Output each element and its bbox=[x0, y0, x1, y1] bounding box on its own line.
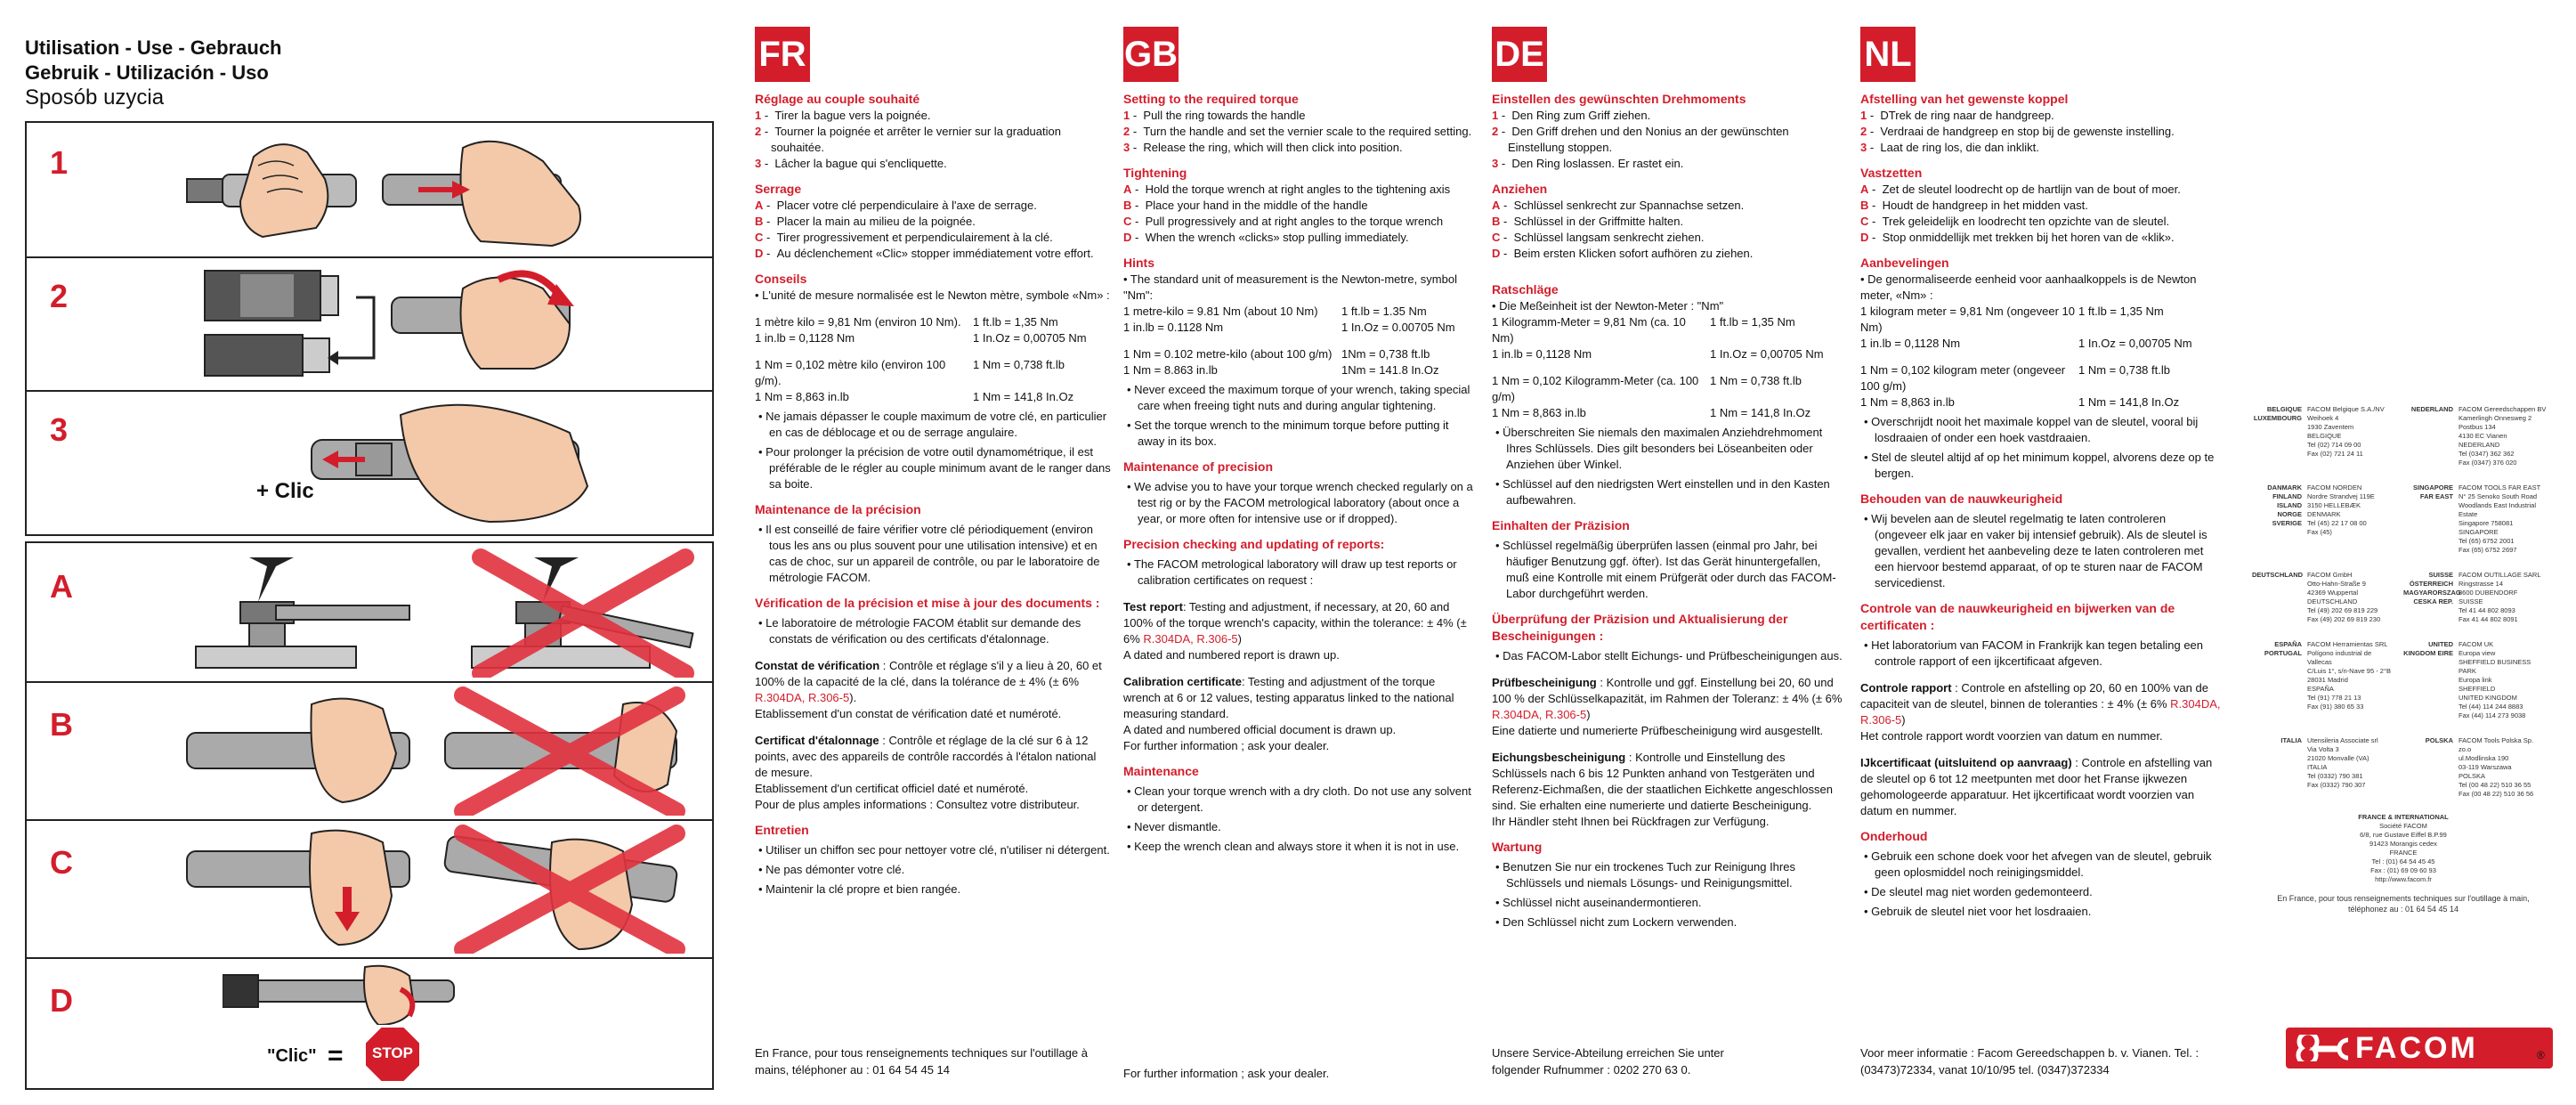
step-1-illustration bbox=[169, 130, 694, 250]
setting-steps-panel bbox=[25, 121, 714, 536]
paragraph: Controle rapport : Controle en afstelling op 20, 60 en 100% van de capaciteit van de sleutel, binnen de toleranties : ± 4% (± 6% R.304DA, R.306-5) bbox=[1860, 681, 2221, 727]
list-item: 3 - Lâcher la bague qui s'encliquette. bbox=[755, 157, 947, 170]
conversion-row: 1 Nm = 0.102 metre-kilo (about 100 g/m) 1Nm = 0,738 ft.lb bbox=[1123, 347, 1430, 361]
bullet-item: • Maintenir la clé propre et bien rangée. bbox=[758, 882, 961, 896]
conversion-row: 1 Nm = 0,102 Kilogramm-Meter (ca. 100 g/m) 1 Nm = 0,738 ft.lb bbox=[1492, 374, 1802, 403]
bullet-item: • Das FACOM-Labor stellt Eichungs- und Prüfbescheinigungen aus. bbox=[1495, 649, 1843, 662]
section-title: Vérification de la précision et mise à jour des documents : bbox=[755, 596, 1100, 610]
list-item: C - Schlüssel langsam senkrecht ziehen. bbox=[1492, 231, 1705, 244]
section-title: Vastzetten bbox=[1860, 166, 1923, 180]
de-footer: Unsere Service-Abteilung erreichen Sie unter folgender Rufnummer : 0202 270 63 0. bbox=[1492, 1046, 1724, 1077]
contact-country: DANMARK FINLAND ISLAND NORGE SVERIGE bbox=[2267, 483, 2302, 527]
contact-row bbox=[2252, 571, 2555, 624]
conversion-row: 1 kilogram meter = 9,81 Nm (ongeveer 10 Nm) 1 ft.lb = 1,35 Nm bbox=[1860, 305, 2164, 334]
bullet-item: • Schlüssel nicht auseinandermontieren. bbox=[1495, 896, 1702, 909]
step-number: 1 bbox=[50, 144, 69, 181]
step-a bbox=[27, 543, 712, 683]
list-item: B - Schlüssel in der Griffmitte halten. bbox=[1492, 215, 1684, 228]
step-number: 2 bbox=[50, 278, 69, 314]
contact-row bbox=[2252, 405, 2555, 467]
registered-mark: ® bbox=[2537, 1049, 2545, 1061]
bullet-item: • Schlüssel auf den niedrigsten Wert einstellen und in den Kasten aufbewahren. bbox=[1495, 477, 1830, 507]
section-title: Afstelling van het gewenste koppel bbox=[1860, 92, 2069, 106]
badge-de: DE bbox=[1492, 27, 1547, 82]
contact-address: FACOM Herramientas SRL Polígono industrial de Vallecas C/Luis 1°, s/n-Nave 95 - 2°B 28031 Madrid ESPAÑA Tel (91) 778 21 13 Fax (91) 380 65 33 bbox=[2307, 640, 2391, 711]
list-item: 2 - Tourner la poignée et arrêter le vernier sur la graduation souhaitée. bbox=[755, 125, 1061, 154]
list-item: 2 - Turn the handle and set the vernier scale to the required setting. bbox=[1123, 125, 1472, 138]
bullet-item: • Le laboratoire de métrologie FACOM établit sur demande des constats de vérification ou des certificats d'étalonnage. bbox=[758, 616, 1081, 646]
list-item: D - Au déclenchement «Clic» stopper immédiatement votre effort. bbox=[755, 247, 1094, 260]
conversion-row: 1 Nm = 8.863 in.lb 1Nm = 141.8 In.Oz bbox=[1123, 363, 1439, 377]
list-item: B - Placer la main au milieu de la poignée. bbox=[755, 215, 976, 228]
bullet-item: • Den Schlüssel nicht zum Lockern verwenden. bbox=[1495, 915, 1738, 929]
bullet-item: • Überschreiten Sie niemals den maximalen Anziehdrehmoment Ihres Schlüssels. Dies gilt besonders bei Löseanbeiten oder Anziehen über Winkel. bbox=[1495, 426, 1823, 471]
bullet-item: • The FACOM metrological laboratory will draw up test reports or calibration certificates on request : bbox=[1127, 557, 1457, 587]
contact-country: NEDERLAND bbox=[2410, 405, 2453, 413]
paragraph: A dated and numbered official document is drawn up. bbox=[1123, 723, 1397, 736]
contact-list bbox=[2252, 405, 2555, 914]
bullet-item: • Overschrijdt nooit het maximale koppel van de sleutel, vooral bij losdraaien of onder een hoek vastdraaien. bbox=[1864, 415, 2199, 444]
paragraph: Ihr Händler steht Ihnen bei Rückfragen zur Verfügung. bbox=[1492, 815, 1770, 828]
list-item: D - Stop onmiddellijk met trekken bij het horen van de «klik». bbox=[1860, 231, 2175, 244]
step-d bbox=[27, 957, 712, 1086]
title-line-1: Utilisation - Use - Gebrauch bbox=[25, 37, 282, 59]
list-item: D - Beim ersten Klicken sofort aufhören zu ziehen. bbox=[1492, 247, 1754, 260]
conversion-row: 1 in.lb = 0,1128 Nm 1 In.Oz = 0,00705 Nm bbox=[1492, 347, 1824, 361]
list-item: 2 - Den Griff drehen und den Nonius an der gewünschten Einstellung stoppen. bbox=[1492, 125, 1789, 154]
section-title: Entretien bbox=[755, 823, 809, 837]
paragraph: Etablissement d'un constat de vérification daté et numéroté. bbox=[755, 707, 1062, 720]
fr-column bbox=[755, 91, 1111, 898]
section-title: Controle van de nauwkeurigheid en bijwerken van de certificaten : bbox=[1860, 601, 2175, 632]
section-title: Ratschläge bbox=[1492, 282, 1559, 297]
bullet-item: • De sleutel mag niet worden gedemonteerd. bbox=[1864, 885, 2093, 898]
badge-nl: NL bbox=[1860, 27, 1916, 82]
gb-column bbox=[1123, 91, 1475, 855]
bullet-item: • Set the torque wrench to the minimum torque before putting it away in its box. bbox=[1127, 418, 1449, 448]
contact-address: FACOM Tools Polska Sp. zo.o ul.Modlinska 190 03-119 Warszawa POLSKA Tel (00 48 22) 510 36 55 Fax (00 48 22) 510 36 56 bbox=[2459, 736, 2534, 798]
paragraph: For further information ; ask your dealer. bbox=[1123, 739, 1330, 752]
facom-logo bbox=[2286, 1028, 2553, 1068]
section-title: Réglage au couple souhaité bbox=[755, 92, 920, 106]
conversion-row: 1 Nm = 8,863 in.lb 1 Nm = 141,8 In.Oz bbox=[755, 390, 1074, 403]
equals-sign: = bbox=[328, 1041, 344, 1070]
section-title: Onderhoud bbox=[1860, 829, 1928, 843]
contact-country: POLSKA bbox=[2425, 736, 2453, 744]
contact-address: FACOM GmbH Otto-Hahn-Straße 9 42369 Wuppertal DEUTSCHLAND Tel (49) 202 69 819 229 Fax (49) 202 69 819 230 bbox=[2307, 571, 2381, 623]
section-title: Maintenance bbox=[1123, 764, 1199, 778]
contact-address: FACOM NORDEN Nordre Strandvej 119E 3150 HELLEBÆK DENMARK Tel (45) 22 17 08 00 Fax (45) bbox=[2307, 483, 2375, 536]
bullet-item: • Keep the wrench clean and always store it when it is not in use. bbox=[1127, 840, 1460, 853]
list-item: C - Trek geleidelijk en loodrecht ten opzichte van de sleutel. bbox=[1860, 215, 2170, 228]
section-title: Hints bbox=[1123, 256, 1154, 270]
paragraph: • De genormaliseerde eenheid voor aanhaalkoppels is de Newton meter, «Nm» : bbox=[1860, 272, 2197, 302]
paragraph: IJkcertificaat (uitsluitend op aanvraag) : Controle en afstelling van de sleutel op 6 tot 12 meetpunten met door het Franse ijkwezen gehomologeerde apparatuur. Het ijkcertificaat wordt voorzien van datum en nummer. bbox=[1860, 756, 2213, 817]
contact-country: DEUTSCHLAND bbox=[2252, 571, 2304, 579]
step-letter: A bbox=[50, 568, 73, 605]
step-1 bbox=[27, 123, 712, 258]
step-number: 3 bbox=[50, 411, 69, 448]
bullet-item: • Wij bevelen aan de sleutel regelmatig te laten controleren (ongeveer elk jaar en vaker bij intensief gebruik). Als de sleutel is gevallen, verdient het aanbeveling deze te laten controleren met een hiervoor bestemd apparaat, of op te sturen naar de FACOM servicedienst. bbox=[1864, 512, 2207, 589]
bullet-item: • Utiliser un chiffon sec pour nettoyer votre clé, n'utiliser ni détergent. bbox=[758, 843, 1110, 857]
list-item: D - When the wrench «clicks» stop pulling immediately. bbox=[1123, 231, 1409, 244]
paragraph: Pour de plus amples informations : Consultez votre distributeur. bbox=[755, 798, 1080, 811]
step-3-illustration bbox=[223, 397, 685, 526]
bullet-item: • We advise you to have your torque wrench checked regularly on a test rig or by the FACOM metrological laboratory (about once a year, or more often for intensive use or if dropped). bbox=[1127, 480, 1473, 525]
section-title: Behouden van de nauwkeurigheid bbox=[1860, 492, 2063, 506]
step-letter: D bbox=[50, 982, 73, 1019]
section-title: Serrage bbox=[755, 182, 802, 196]
section-title: Aanbevelingen bbox=[1860, 256, 1949, 270]
bullet-item: • Benutzen Sie nur ein trockenes Tuch zur Reinigung Ihres Schlüssels und niemals Lösungs- und Reinigungsmittel. bbox=[1495, 860, 1795, 890]
contact-address: FACOM Gereedschappen BV Kamerlingh Onnesweg 2 Postbus 134 4130 EC Vianen NEDERLAND Tel (0347) 362 362 Fax (0347) 376 020 bbox=[2459, 405, 2547, 467]
paragraph: Eichungsbescheinigung : Kontrolle und Einstellung des Schlüssels nach 6 bis 12 Punkten anhand von Testgeräten und Referenz-Eichmaßen, die der staatlichen Eichkette angeschlossen sind. Sie erhalten eine numerierte und datierte Bescheinigung. bbox=[1492, 751, 1833, 812]
tightening-steps-panel bbox=[25, 541, 714, 1090]
section-title: Einhalten der Präzision bbox=[1492, 518, 1630, 532]
conversion-row: 1 in.lb = 0.1128 Nm 1 In.Oz = 0.00705 Nm bbox=[1123, 321, 1455, 334]
contact-address: Utensileria Associate srl Via Volta 3 21020 Monvalle (VA) ITALIA Tel (0332) 790 381 Fax (0332) 790 307 bbox=[2307, 736, 2378, 789]
list-item: 3 - Release the ring, which will then click into position. bbox=[1123, 141, 1403, 154]
logo-text: FACOM bbox=[2355, 1031, 2478, 1065]
nl-footer: Voor meer informatie : Facom Gereedschappen b. v. Vianen. Tel. : (03473)72334, vanat 10/10/95 tel. (0347)372334 bbox=[1860, 1046, 2199, 1077]
section-title: Maintenance of precision bbox=[1123, 459, 1274, 474]
bullet-item: • Pour prolonger la précision de votre outil dynamométrique, il est préférable de le régler au couple minimum avant de le ranger dans sa boite. bbox=[758, 445, 1111, 491]
list-item: A - Schlüssel senkrecht zur Spannachse setzen. bbox=[1492, 199, 1745, 212]
list-item: 1 - Den Ring zum Griff ziehen. bbox=[1492, 109, 1651, 122]
list-item: C - Tirer progressivement et perpendiculairement à la clé. bbox=[755, 231, 1053, 244]
list-item: C - Pull progressively and at right angles to the torque wrench bbox=[1123, 215, 1444, 228]
paragraph: Constat de vérification : Contrôle et réglage s'il y a lieu à 20, 60 et 100% de la capacité de la clé, dans la tolérance de ± 4% (± 6% R.304DA, R.306-5). bbox=[755, 659, 1102, 704]
step-3 bbox=[27, 390, 712, 532]
bullet-item: • Never dismantle. bbox=[1127, 820, 1221, 833]
contact-row bbox=[2252, 640, 2555, 720]
conversion-row: 1 in.lb = 0,1128 Nm 1 In.Oz = 0,00705 Nm bbox=[755, 331, 1087, 345]
contact-row bbox=[2252, 736, 2555, 799]
contact-country: BELGIQUE LUXEMBOURG bbox=[2253, 405, 2302, 422]
contact-row bbox=[2252, 483, 2555, 555]
section-title: Maintenance de la précision bbox=[755, 502, 921, 516]
list-item: 1 - DTrek de ring naar de handgreep. bbox=[1860, 109, 2054, 122]
step-c bbox=[27, 819, 712, 959]
section-title: Anziehen bbox=[1492, 182, 1548, 196]
contact-address: FACOM OUTILLAGE SARL Ringstrasse 14 8600 DUBENDORF SUISSE Tel 41 44 802 8093 Fax 41 44 802 8091 bbox=[2459, 571, 2541, 623]
step-letter: B bbox=[50, 706, 73, 743]
paragraph: • The standard unit of measurement is the Newton-metre, symbol "Nm": bbox=[1123, 272, 1457, 302]
paragraph: Certificat d'étalonnage : Contrôle et réglage de la clé sur 6 à 12 points, avec des appareils de contrôle raccordés à l'étalon national de mesure. bbox=[755, 734, 1097, 779]
step-c-illustration bbox=[178, 825, 694, 954]
de-column bbox=[1492, 91, 1843, 930]
stop-sign-label: STOP bbox=[372, 1044, 413, 1061]
list-item: B - Place your hand in the middle of the handle bbox=[1123, 199, 1368, 212]
bullet-item: • Clean your torque wrench with a dry cloth. Do not use any solvent or detergent. bbox=[1127, 784, 1471, 814]
bullet-item: • Gebruik een schone doek voor het afvegen van de sleutel, gebruik geen oplosmiddel noch reinigingsmiddel. bbox=[1864, 849, 2212, 879]
nl-column bbox=[1860, 91, 2221, 920]
contact-country: ESPAÑA PORTUGAL bbox=[2264, 640, 2302, 657]
step-b bbox=[27, 681, 712, 821]
contact-country: ITALIA bbox=[2280, 736, 2302, 744]
bullet-item: • Never exceed the maximum torque of your wrench, taking special care when freeing tight nuts and during angular tightening. bbox=[1127, 383, 1470, 412]
list-item: A - Placer votre clé perpendiculaire à l'axe de serrage. bbox=[755, 199, 1037, 212]
bullet-item: • Ne pas démonter votre clé. bbox=[758, 863, 905, 876]
step-d-illustration bbox=[223, 963, 490, 1025]
list-item: A - Hold the torque wrench at right angles to the tightening axis bbox=[1123, 183, 1451, 196]
list-item: 3 - Den Ring loslassen. Er rastet ein. bbox=[1492, 157, 1684, 170]
bullet-item: • Schlüssel regelmäßig überprüfen lassen (einmal pro Jahr, bei häufiger Benutzung ggf. öfter). Ist das Gerät hinuntergefallen, muß eine Kontrolle mit einem Prüfgerät oder durch das FACOM-Labor durchgeführt werden. bbox=[1495, 539, 1836, 600]
france-international: FRANCE & INTERNATIONAL Société FACOM 6/8, rue Gustave Eiffel B.P.99 91423 Morangis cedex FRANCE Tel : (01) 64 54 45 45 Fax : (01) 69 09 60 93 http://www.facom.fr En France, pour tous renseignements techniques sur l'outillage à main, téléphonez au : 01 64 54 45 14 bbox=[2277, 813, 2530, 914]
section-title: Setting to the required torque bbox=[1123, 92, 1299, 106]
contact-country: SINGAPORE FAR EAST bbox=[2412, 483, 2453, 500]
section-title: Einstellen des gewünschten Drehmoments bbox=[1492, 92, 1746, 106]
list-item: 2 - Verdraai de handgreep en stop bij de gewenste instelling. bbox=[1860, 125, 2175, 138]
conversion-row: 1 Nm = 8,863 in.lb 1 Nm = 141,8 In.Oz bbox=[1860, 395, 2180, 409]
paragraph: Het controle rapport wordt voorzien van datum en nummer. bbox=[1860, 729, 2163, 743]
section-title: Tightening bbox=[1123, 166, 1187, 180]
paragraph: Prüfbescheinigung : Kontrolle und ggf. Einstellung bei 20, 60 und 100 % der Schlüsselkapazität, im Rahmen der Toleranz: ± 4% (± 6% R.304DA, R.306-5) bbox=[1492, 676, 1843, 721]
paragraph: A dated and numbered report is drawn up. bbox=[1123, 648, 1340, 662]
contact-address: FACOM TOOLS FAR EAST N° 25 Senoko South Road Woodlands East Industrial Estate Singapore 758081 SINGAPORE Tel (65) 6752 2001 Fax (65) 6752 2697 bbox=[2459, 483, 2541, 554]
section-title: Wartung bbox=[1492, 840, 1543, 854]
section-title: Precision checking and updating of reports: bbox=[1123, 537, 1385, 551]
bullet-item: • Gebruik de sleutel niet voor het losdraaien. bbox=[1864, 905, 2092, 918]
list-item: B - Houdt de handgreep in het midden vast. bbox=[1860, 199, 2088, 212]
step-a-illustration bbox=[187, 548, 694, 678]
bullet-item: • Het laboratorium van FACOM in Frankrijk kan tegen betaling een controle rapport of een ijkcertificaat afgeven. bbox=[1864, 638, 2204, 668]
bullet-item: • Il est conseillé de faire vérifier votre clé périodiquement (environ tous les ans ou plus souvent pour une utilisation intensive) et en cas de choc, sur un appareil de contrôle, ou par le laboratoire de métrologie FACOM. bbox=[758, 523, 1100, 584]
gb-footer: For further information ; ask your dealer. bbox=[1123, 1067, 1330, 1080]
paragraph: • L'unité de mesure normalisée est le Newton mètre, symbole «Nm» : bbox=[755, 288, 1110, 302]
fr-footer: En France, pour tous renseignements techniques sur l'outillage à mains, téléphoner au : 01 64 54 45 14 bbox=[755, 1046, 1088, 1077]
plus-clic-label: + Clic bbox=[256, 479, 314, 503]
list-item: 3 - Laat de ring los, die dan inklikt. bbox=[1860, 141, 2039, 154]
badge-fr: FR bbox=[755, 27, 810, 82]
bullet-item: • Ne jamais dépasser le couple maximum de votre clé, en particulier en cas de déblocage et ou de serrage angulaire. bbox=[758, 410, 1107, 439]
paragraph: Eine datierte und numerierte Prüfbescheinigung wird ausgestellt. bbox=[1492, 724, 1824, 737]
conversion-row: 1 Nm = 8,863 in.lb 1 Nm = 141,8 In.Oz bbox=[1492, 406, 1811, 419]
contact-country: SUISSE ÖSTERREICH MAGYARORSZAG CESKA REP. bbox=[2403, 571, 2461, 605]
clic-label: "Clic" bbox=[267, 1046, 317, 1066]
step-2-illustration bbox=[178, 262, 676, 386]
wrench-logo-icon bbox=[2295, 1035, 2348, 1061]
list-item: 1 - Tirer la bague vers la poignée. bbox=[755, 109, 931, 122]
bullet-item: • Stel de sleutel altijd af op het minimum koppel, alvorens deze op te bergen. bbox=[1864, 451, 2215, 480]
paragraph: Etablissement d'un certificat officiel daté et numéroté. bbox=[755, 782, 1029, 795]
step-b-illustration bbox=[178, 687, 694, 816]
list-item: A - Zet de sleutel loodrecht op de hartlijn van de bout of moer. bbox=[1860, 183, 2181, 196]
title-line-2: Gebruik - Utilización - Uso bbox=[25, 61, 269, 84]
contact-address: FACOM UK Europa view SHEFFIELD BUSINESS PARK Europa link SHEFFIELD UNITED KINGDOM Tel (44) 114 244 8883 Fax (44) 114 273 9038 bbox=[2459, 640, 2531, 719]
conversion-row: 1 Nm = 0,102 mètre kilo (environ 100 g/m). 1 Nm = 0,738 ft.lb bbox=[755, 358, 1065, 387]
list-item: 1 - Pull the ring towards the handle bbox=[1123, 109, 1306, 122]
contact-country: UNITED KINGDOM EIRE bbox=[2403, 640, 2453, 657]
section-title: Überprüfung der Präzision und Aktualisierung der Bescheinigungen : bbox=[1492, 612, 1788, 643]
section-title: Conseils bbox=[755, 272, 807, 286]
step-2 bbox=[27, 256, 712, 392]
conversion-row: 1 metre-kilo = 9.81 Nm (about 10 Nm) 1 ft.lb = 1.35 Nm bbox=[1123, 305, 1427, 318]
paragraph: Calibration certificate: Testing and adjustment of the torque wrench at 6 or 12 values, testing apparatus linked to the national measuring standard. bbox=[1123, 675, 1454, 720]
title-line-3: Sposób uzycia bbox=[25, 85, 165, 110]
step-letter: C bbox=[50, 844, 73, 881]
conversion-row: 1 in.lb = 0,1128 Nm 1 In.Oz = 0,00705 Nm bbox=[1860, 337, 2192, 350]
conversion-row: 1 mètre kilo = 9,81 Nm (environ 10 Nm). 1 ft.lb = 1,35 Nm bbox=[755, 315, 1058, 329]
conversion-row: 1 Nm = 0,102 kilogram meter (ongeveer 100 g/m) 1 Nm = 0,738 ft.lb bbox=[1860, 363, 2170, 393]
paragraph: Test report: Testing and adjustment, if necessary, at 20, 60 and 100% of the torque wrench's capacity, within the tolerance: ± 4% (± 6% R.304DA, R.306-5) bbox=[1123, 600, 1467, 646]
conversion-row: 1 Kilogramm-Meter = 9,81 Nm (ca. 10 Nm) 1 ft.lb = 1,35 Nm bbox=[1492, 315, 1795, 345]
paragraph: • Die Meßeinheit ist der Newton-Meter : "Nm" bbox=[1492, 299, 1724, 313]
contact-address: FACOM Belgique S.A./NV Weihoek 4 1930 Zaventem BELGIQUE Tel (02) 714 09 00 Fax (02) 721 24 11 bbox=[2307, 405, 2385, 458]
badge-gb: GB bbox=[1123, 27, 1179, 82]
